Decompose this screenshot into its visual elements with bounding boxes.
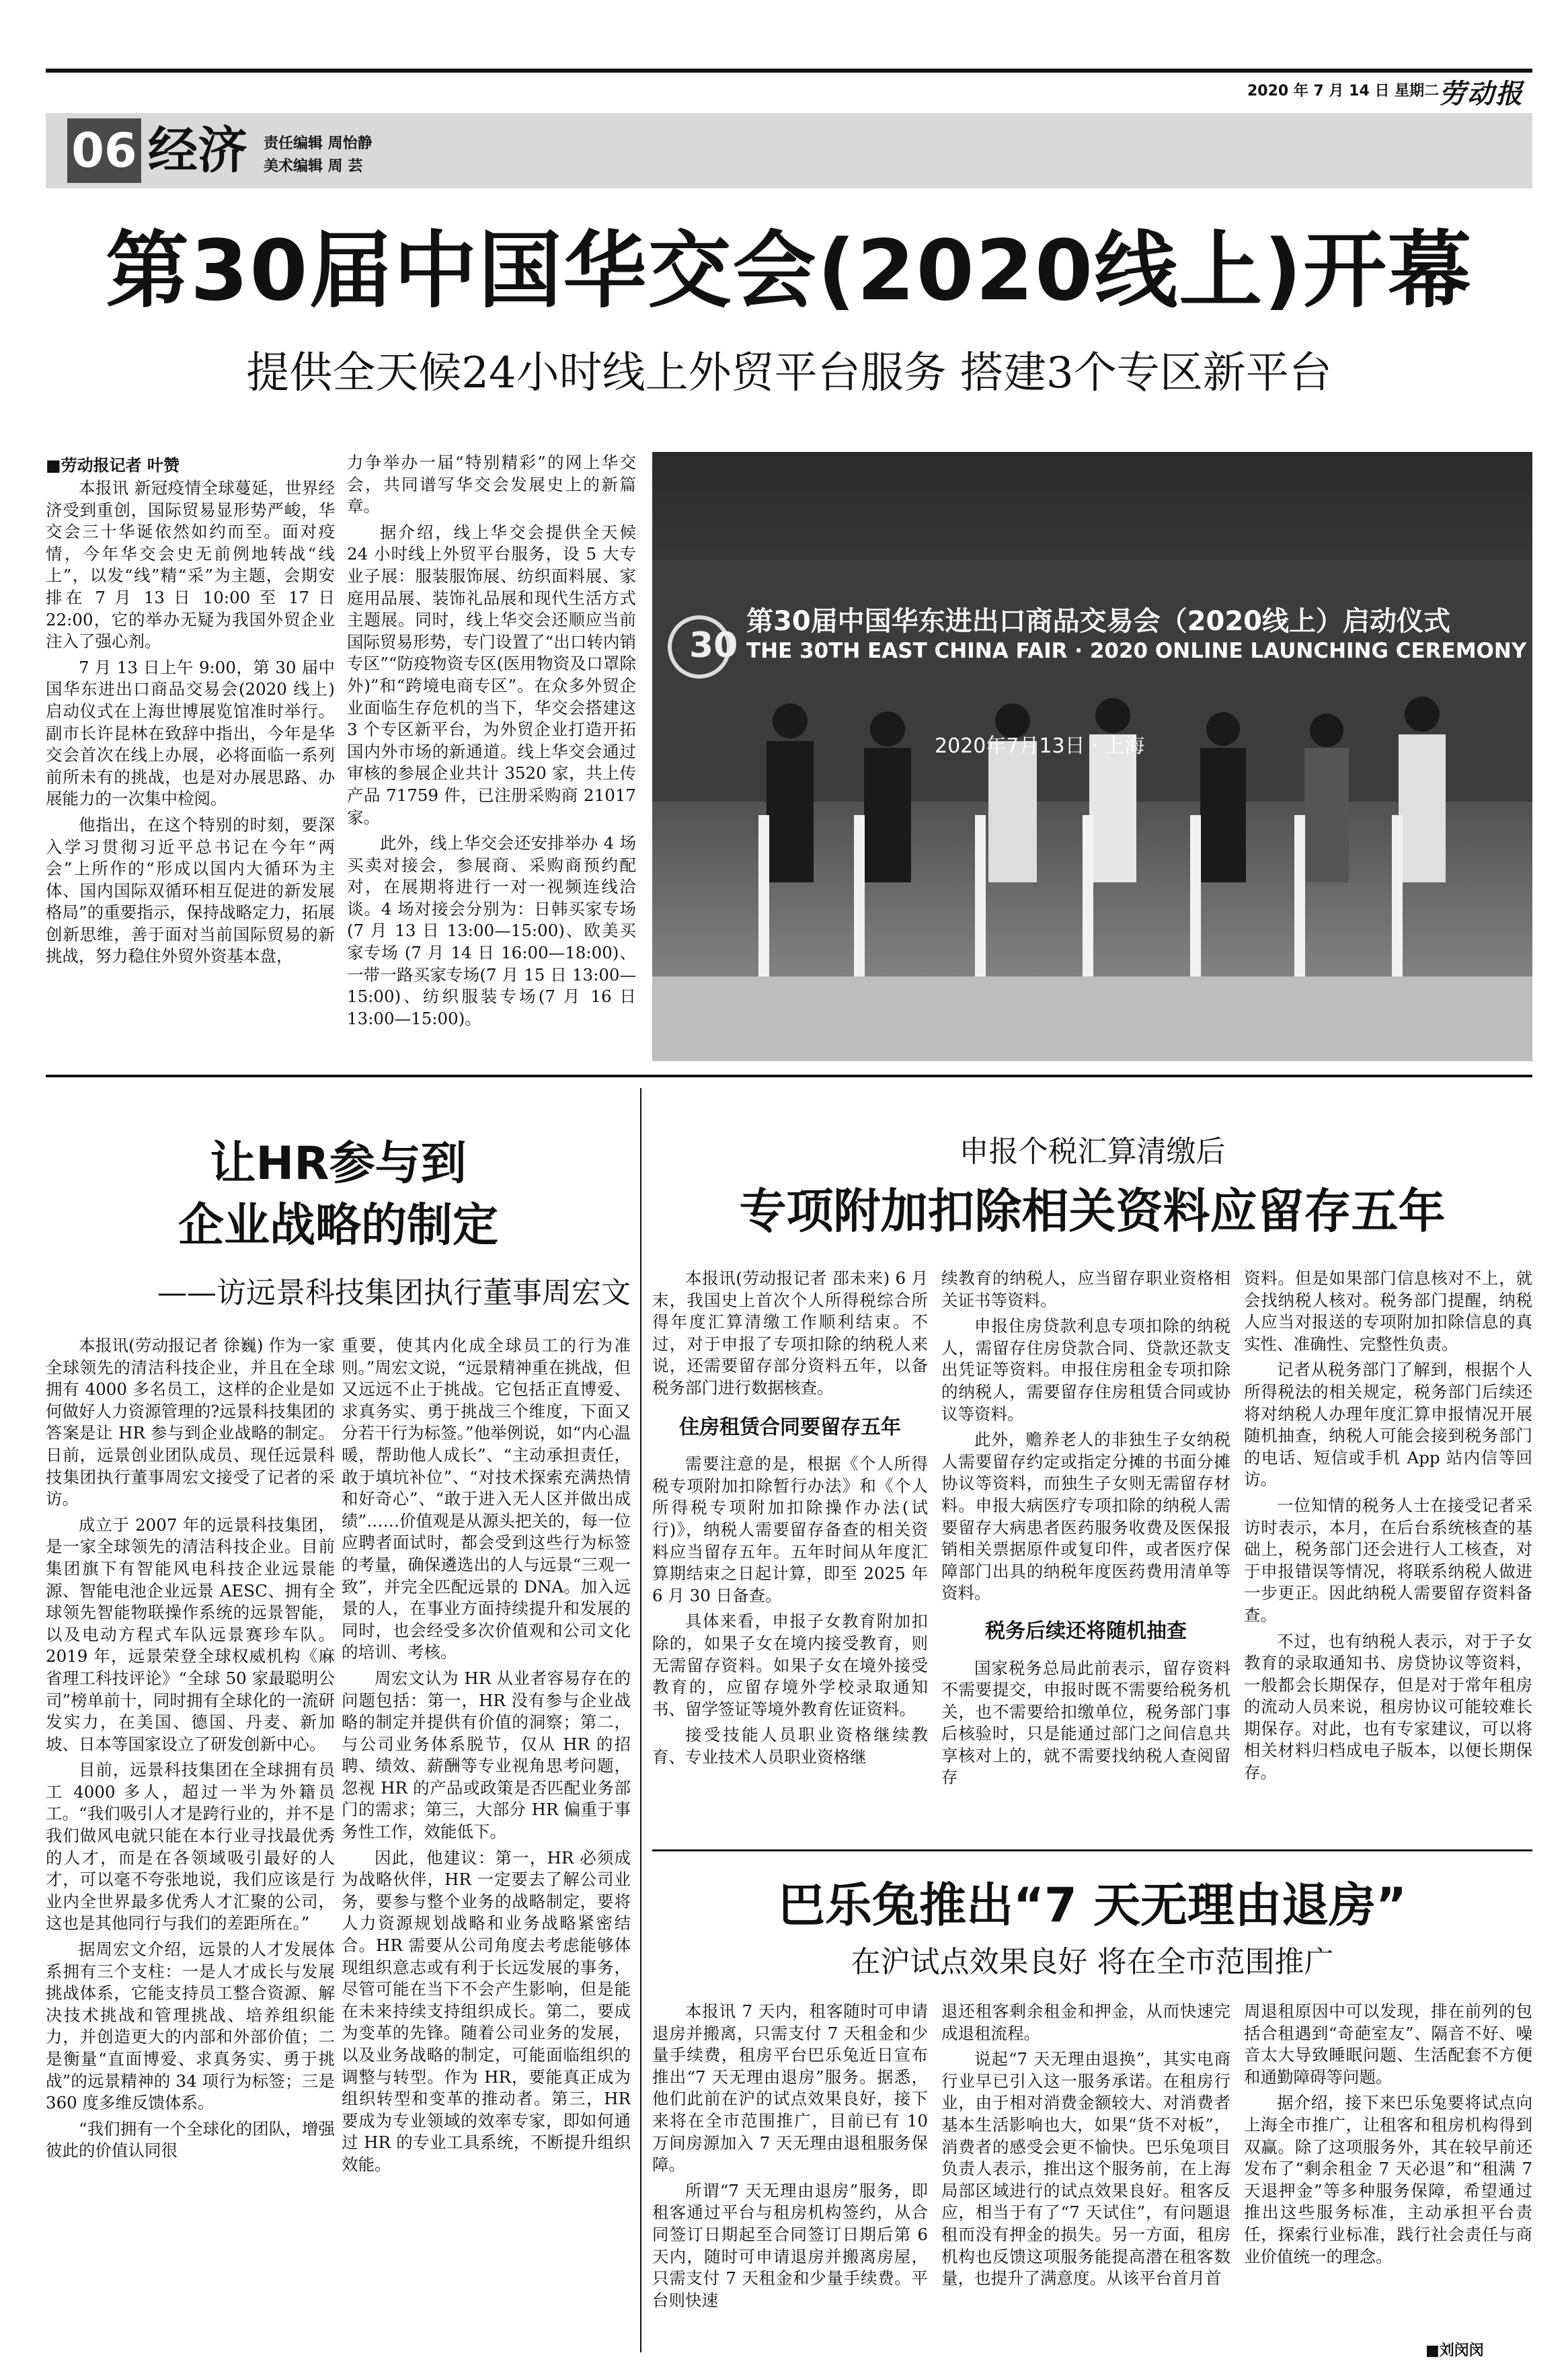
paragraph: 本报讯 7 天内，租客随时可申请退房并搬离，只需支付 7 天租金和少量手续费，租房平台巴乐兔近日宣布推出“7 天无理由退房”服务。据悉，他们此前在沪的试点效果良好，接下来将在全市范围推广，目前已有 10 万间房源加入 7 天无理由退租服务保障。 [652, 2001, 928, 2175]
paragraph: 所谓“7 天无理由退房”服务，即租客通过平台与租房机构签约，从合同签订日期起至合同签订日期后第 6 天内，随时可申请退房并搬离房屋，只需支付 7 天租金和少量手续费。平台则快速 [652, 2180, 928, 2310]
issue-date: 2020 年 7 月 14 日 星期二 [1247, 83, 1440, 100]
paragraph: 此外，赡养老人的非独生子女纳税人需要留存约定或指定分摊的书面分摊协议等资料，而独生子女则无需留存材料。申报大病医疗专项扣除的纳税人需要留存大病患者医药服务收费及医保报销相关票据原件或复印件，或者医疗保障部门出具的纳税年度医药费用清单等资料。 [941, 1430, 1230, 1603]
paragraph: 退还租客剩余租金和押金，从而快速完成退租流程。 [941, 2001, 1230, 2043]
paragraph: 目前，远景科技集团在全球拥有员工 4000 多人，超过一半为外籍员工。“我们吸引人才是跨行业的，并不是我们做风电就只能在本行业寻找最优秀的人才，而是在各领域吸引最好的人才，可以毫不夸张地说，我们应该是行业内全世界最多优秀人才汇聚的公司，这也是其他同行与我们的差距所在。” [46, 1760, 335, 1933]
paragraph: 此外，线上华交会还安排举办 4 场买卖对接会，参展商、采购商预约配对，在展期将进行一对一视频连线洽谈。4 场对接会分别为：日韩买家专场(7 月 13 日 13:00—15:00)、欧美买家专场 (7 月 14 日 16:00—18:00)、一带一路买家专场(7 月 15 日 13:00—15:00)、纺织服装专场(7 月 16 日 13:00—15:00)。 [347, 833, 636, 1028]
main-subheadline: 提供全天候24小时线上外贸平台服务 搭建3个专区新平台 [246, 348, 1332, 398]
svg-text:30: 30 [689, 625, 738, 666]
hr-headline-line-1: 让HR参与到 [210, 1137, 467, 1190]
paragraph: 本报讯(劳动报记者 邵未来) 6 月末，我国史上首次个人所得税综合所得年度汇算清缴工作顺利结束。不过，对于申报了专项扣除的纳税人来说，还需要留存部分资料五年，以备税务部门进行数据核查。 [652, 1268, 928, 1397]
hr-headline-line-2: 企业战略的制定 [178, 1199, 498, 1252]
rabbit-signoff: ■刘闵闵 [1425, 2342, 1484, 2359]
paragraph: 一位知情的税务人士在接受记者采访时表示，本月，在后台系统核查的基础上，税务部门还会进行人工核查，对于申报错误等情况，将联系纳税人做进一步更正。因此纳税人需要留存资料备查。 [1244, 1495, 1532, 1625]
section-rule-2 [652, 1849, 1532, 1851]
tax-col-2 [941, 1268, 1230, 1846]
top-col-2 [347, 452, 636, 1063]
tax-col-1 [652, 1268, 928, 1846]
paragraph: 说起“7 天无理由退换”，其实电商行业早已引入这一服务承诺。在租房行业，由于相对消费金额较大、对消费者基本生活影响也大，如果“货不对板”，消费者的感受会更不愉快。巴乐兔项目负责人表示，推出这个服务前，在上海局部区域进行的试点效果良好。租客反应，相当于有了“7 天试住”，有问题退租而没有押金的损失。另一方面，租房机构也反馈这项服务能提高潜在租客数量，也提升了满意度。从该平台首月首 [941, 2049, 1230, 2289]
rabbit-col-3 [1244, 2001, 1532, 2337]
main-headline: 第30届中国华交会(2020线上)开幕 [105, 223, 1473, 319]
paragraph: 据介绍，接下来巴乐兔要将试点向上海全市推广，让租客和租房机构得到双赢。除了这项服务外，其在较早前还发布了“剩余租金 7 天必退”和“租满 7 天退押金”等多种服务保障，希望通过推出这些服务标准，主动承担平台责任，探索行业标准，践行社会责任与商业价值统一的理念。 [1244, 2093, 1532, 2266]
tax-subhead-2: 税务后续还将随机抽查 [985, 1619, 1187, 1643]
paragraph: 本报讯 新冠疫情全球蔓延，世界经济受到重创，国际贸易显形势严峻，华交会三十华诞依然如约而至。面对疫情，今年华交会史无前例地转战“线上”，以发“线”精“采”为主题，会期安排在 7 月 13 日 10:00 至 17 日 22:00，它的举办无疑为我国外贸企业注入了强心剂。 [46, 478, 335, 652]
rabbit-col-1 [652, 2001, 928, 2364]
paragraph: 接受技能人员职业资格继续教育、专业技术人员职业资格继 [652, 1725, 928, 1767]
paragraph: 不过，也有纳税人表示，对于子女教育的录取通知书、房贷协议等资料，一般都会长期保存，但是对于常年租房的流动人员来说，租房协议可能较难长期保存。对此，也有专家建议，可以将相关材料归档成电子版本，以便长期保存。 [1244, 1631, 1532, 1783]
paragraph: 7 月 13 日上午 9:00，第 30 届中国华东进出口商品交易会(2020 线上)启动仪式在上海世博展览馆准时举行。副市长许昆林在致辞中指出，今年是华交会首次在线上办展，必将面临一系列前所未有的挑战，也是对办展思路、办展能力的一次集中检阅。 [46, 657, 335, 809]
paragraph: 需要注意的是，根据《个人所得税专项附加扣除暂行办法》和《个人所得税专项附加扣除操作办法(试行)》，纳税人需要留存备查的相关资料应当留存五年。五年时间从年度汇算期结束之日起计算，即至 2025 年 6 月 30 日备查。 [652, 1454, 928, 1605]
editor-line-1: 责任编辑 周怡静 [264, 135, 373, 152]
hr-col-1 [46, 1335, 335, 2344]
paper-logo: 劳动报 [1439, 78, 1524, 110]
paragraph: 周退租原因中可以发现，排在前列的包括合租遇到“奇葩室友”、隔音不好、噪音太大导致睡眠问题、生活配套不方便和通勤障碍等问题。 [1244, 2001, 1532, 2087]
paragraph: 成立于 2007 年的远景科技集团，是一家全球领先的清洁科技企业。目前集团旗下有智能风电科技企业远景能源、智能电池企业远景 AESC、拥有全球领先智能物联操作系统的远景智能，以及电动方程式车队远景赛珍车队。2019 年，远景荣登全球权威机构《麻省理工科技评论》“全球 50 家最聪明公司”榜单前十，同时拥有全球化的一流研发实力，在美国、德国、丹麦、新加坡、日本等国家设立了研发创新中心。 [46, 1514, 335, 1754]
rabbit-subheadline: 在沪试点效果良好 将在全市范围推广 [851, 1945, 1334, 1979]
column-divider [640, 1088, 641, 2352]
editor-line-2: 美术编辑 周 芸 [264, 158, 363, 175]
paragraph: 力争举办一届“特别精彩”的网上华交会，共同谱写华交会发展史上的新篇章。 [347, 453, 636, 516]
paragraph: 资料。但是如果部门信息核对不上，就会找纳税人核对。税务部门提醒，纳税人应当对报送的专项附加扣除信息的真实性、准确性、完整性负责。 [1244, 1268, 1532, 1354]
tax-headline: 专项附加扣除相关资料应留存五年 [739, 1184, 1446, 1239]
paragraph: 续教育的纳税人，应当留存职业资格相关证书等资料。 [941, 1268, 1230, 1310]
top-rule [46, 69, 1532, 73]
paragraph: “我们拥有一个全球化的团队，增强彼此的价值认同很 [46, 2118, 335, 2161]
hr-col-2 [342, 1335, 631, 2344]
tax-subhead-1: 住房租赁合同要留存五年 [679, 1415, 901, 1439]
rabbit-headline: 巴乐兔推出“7 天无理由退房” [777, 1878, 1407, 1933]
banner-date: 2020年7月13日 · 上海 [935, 734, 1145, 758]
banner-title: 第30届中国华东进出口商品交易会（2020线上）启动仪式 [746, 606, 1450, 637]
page-number: 06 [67, 118, 141, 183]
section-name: 经济 [148, 122, 247, 180]
hr-subheadline: ——访远景科技集团执行董事周宏文 [157, 1276, 631, 1310]
byline: ■劳动报记者 叶赞 [46, 456, 180, 475]
tax-col-3 [1244, 1268, 1532, 1846]
tax-pre-headline: 申报个税汇算清缴后 [959, 1135, 1226, 1169]
ceremony-photo [652, 452, 1532, 1061]
paragraph: 申报住房贷款利息专项扣除的纳税人，需留存住房贷款合同、贷款还款支出凭证等资料。申报住房租金专项扣除的纳税人，需要留存住房租赁合同或协议等资料。 [941, 1316, 1230, 1424]
paragraph: 具体来看，申报子女教育附加扣除的，如果子女在境内接受教育，则无需留存资料。如果子女在境外接受教育的，应留存境外学校录取通知书、留学签证等境外教育佐证资料。 [652, 1611, 928, 1719]
rabbit-col-2 [941, 2001, 1230, 2364]
section-rule-1 [46, 1075, 1532, 1077]
paragraph: 记者从税务部门了解到，根据个人所得税法的相关规定，税务部门后续还将对纳税人办理年度汇算申报情况开展随机抽查，纳税人可能会接到税务部门的电话、短信或手机 App 站内信等回访。 [1244, 1360, 1532, 1490]
banner-subtitle: THE 30TH EAST CHINA FAIR · 2020 ONLINE LAUNCHING CEREMONY [746, 639, 1527, 663]
paragraph: 国家税务总局此前表示，留存资料不需要提交，申报时既不需要给税务机关，也不需要给扣缴单位，税务部门事后核验时，只是能通过部门之间信息共享核对上的，就不需要找纳税人查阅留存 [941, 1658, 1230, 1788]
paragraph: 重要，使其内化成全球员工的行为准则。”周宏文说，“远景精神重在挑战，但又远远不止于挑战。它包括正直博爱、求真务实、勇于挑战三个维度，下面又分若干行为标签。”他举例说，如“内心温暖，帮助他人成长”、“主动承担责任，敢于填坑补位”、“对技术探索充满热情和好奇心”、“敢于进入无人区并做出成绩”……价值观是从源头把关的，每一位应聘者面试时，都会受到这些行为标签的考量，确保遴选出的人与远景“三观一致”，并完全匹配远景的 DNA。加入远景的人，在事业方面持续提升和发展的同时，也会经受多次价值观和公司文化的培训、考核。 [342, 1336, 631, 1662]
paragraph: 据介绍，线上华交会提供全天候 24 小时线上外贸平台服务，设 5 大专业子展：服装服饰展、纺织面料展、家庭用品展、装饰礼品展和现代生活方式主题展。同时，线上华交会还顺应当前国际贸易形势，专门设置了“出口转内销专区”“防疫物资专区(医用物资及口罩除外)”和“跨境电商专区”。在众多外贸企业面临生存危机的当下，华交会搭建这 3 个专区新平台，为外贸企业打造开拓国内外市场的新通道。线上华交会通过审核的参展企业共计 3520 家，共上传产品 71759 件，已注册采购商 21017 家。 [347, 522, 636, 827]
paragraph: 据周宏文介绍，远景的人才发展体系拥有三个支柱：一是人才成长与发展挑战体系，它能支持员工整合资源、解决技术挑战和管理挑战、培养组织能力，并创造更大的内部和外部价值；二是衡量“直面博爱、求真务实、勇于挑战”的远景精神的 34 项行为标签；三是 360 度多维反馈体系。 [46, 1940, 335, 2113]
top-col-1 [46, 477, 335, 1063]
paragraph: 本报讯(劳动报记者 徐巍) 作为一家全球领先的清洁科技企业，并且在全球拥有 4000 多名员工，这样的企业是如何做好人力资源管理的?远景科技集团的答案是让 HR 参与到企业战略的制定。日前，远景创业团队成员、现任远景科技集团执行董事周宏文接受了记者的采访。 [46, 1336, 335, 1509]
paragraph: 因此，他建议：第一，HR 必须成为战略伙伴，HR 一定要去了解公司业务，要参与整个业务的战略制定，要将人力资源规划战略和业务战略紧密结合。HR 需要从公司角度去考虑能够体现组织意志或有利于长远发展的事务，尽管可能在当下不会产生影响，但是能在未来持续支持组织成长。第二，要成为变革的先锋。随着公司业务的发展，以及业务战略的制定，可能面临组织的调整与转型。作为 HR，要能真正成为组织转型和变革的推动者。第三，HR 要成为专业领域的效率专家，即如何通过 HR 的专业工具系统，不断提升组织效能。 [342, 1847, 631, 2174]
paragraph: 他指出，在这个特别的时刻，要深入学习贯彻习近平总书记在今年“两会”上所作的“形成以国内大循环为主体、国内国际双循环相互促进的新发展格局”的重要指示，保持战略定力，拓展创新思维，善于面对当前国际贸易的新挑战，努力稳住外贸外资基本盘， [46, 814, 335, 966]
paragraph: 周宏文认为 HR 从业者容易存在的问题包括：第一，HR 没有参与企业战略的制定并提供有价值的洞察；第二，与公司业务体系脱节，仅从 HR 的招聘、绩效、薪酬等专业视角思考问题，忽视 HR 的产品或政策是否匹配业务部门的需求；第三，大部分 HR 偏重于事务性工作，效能低下。 [342, 1668, 631, 1842]
